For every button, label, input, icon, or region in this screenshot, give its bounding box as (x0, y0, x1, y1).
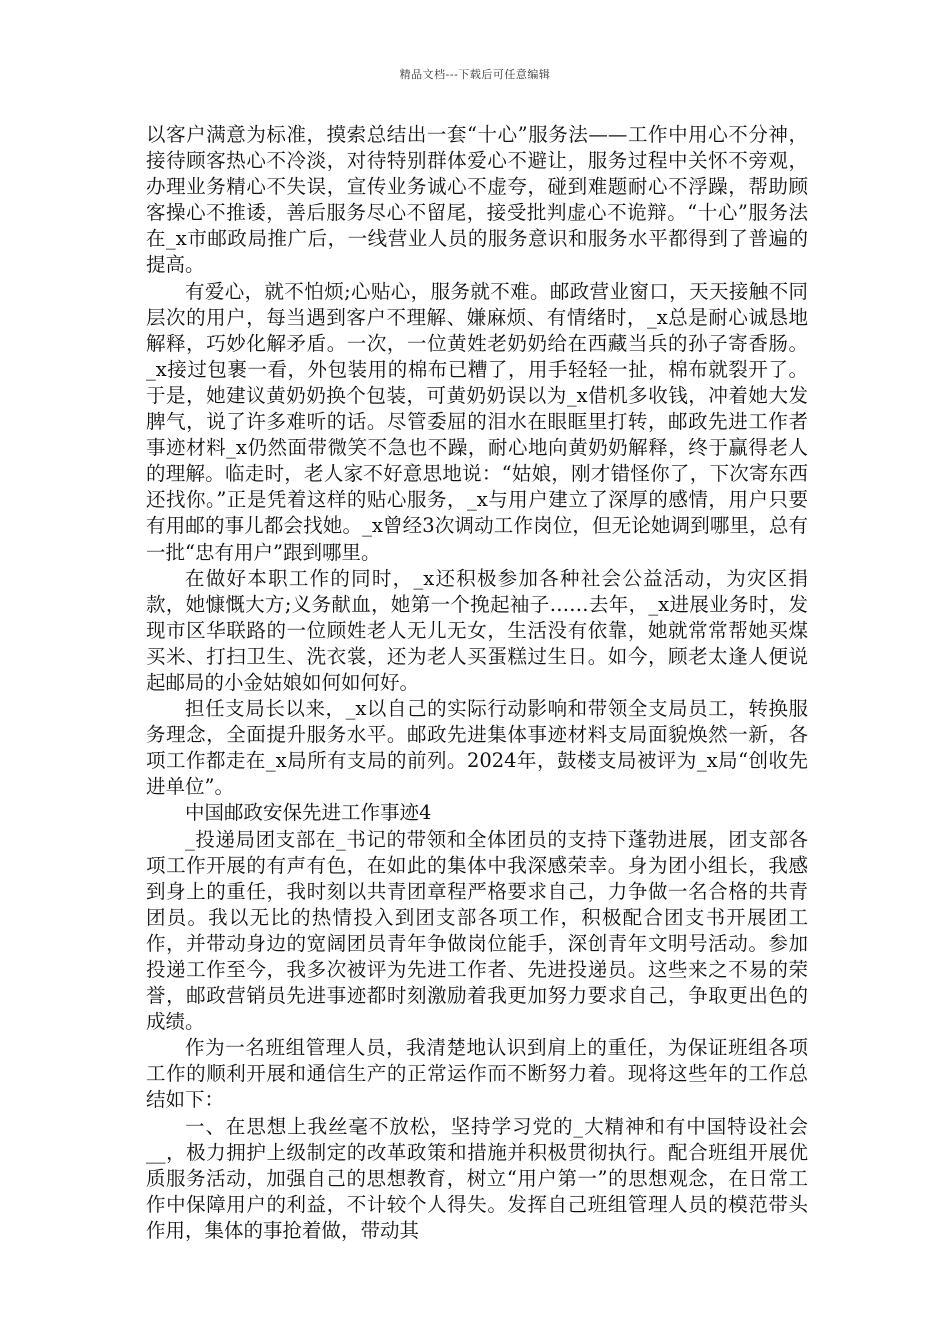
paragraph: 有爱心，就不怕烦;心贴心，服务就不难。邮政营业窗口，天天接触不同层次的用户，每当遇到客户不理解、嫌麻烦、有情绪时，_x总是耐心诚恳地解释，巧妙化解矛盾。一次，一位黄姓老奶奶给在西藏当兵的孙子寄香肠。_x接过包裹一看，外包装用的棉布已糟了，用手轻轻一扯，棉布就裂开了。于是，她建议黄奶奶换个包装，可黄奶奶误以为_x借机多收钱，冲着她大发脾气，说了许多难听的话。尽管委屈的泪水在眼眶里打转，邮政先进工作者事迹材料_x仍然面带微笑不急也不躁，耐心地向黄奶奶解释，终于赢得老人的理解。临走时，老人家不好意思地说：“姑娘，刚才错怪你了，下次寄东西还找你。”正是凭着这样的贴心服务，_x与用户建立了深厚的感情，用户只要有用邮的事儿都会找她。_x曾经3次调动工作岗位，但无论她调到哪里，总有一批“忠有用户”跟到哪里。 (146, 279, 808, 564)
section-heading: 中国邮政安保先进工作事迹4 (185, 801, 432, 825)
document-body (146, 122, 808, 1244)
paragraph: 作为一名班组管理人员，我清楚地认识到肩上的重任，为保证班组各项工作的顺利开展和通信生产的正常运作而不断努力着。现将这些年的工作总结如下： (146, 1036, 808, 1112)
paragraph: 担任支局长以来，_x以自己的实际行动影响和带领全支局员工，转换服务理念，全面提升服务水平。邮政先进集体事迹材料支局面貌焕然一新，各项工作都走在_x局所有支局的前列。2024年，鼓楼支局被评为_x局“创收先进单位”。 (146, 697, 808, 799)
paragraph: 在做好本职工作的同时，_x还积极参加各种社会公益活动，为灾区捐款，她慷慨大方;义务献血，她第一个挽起袖子……去年，_x进展业务时，发现市区华联路的一位顾姓老人无儿无女，生活没有依靠，她就常常帮她买煤买米、打扫卫生、洗衣裳，还为老人买蛋糕过生日。如今，顾老太逢人便说起邮局的小金姑娘如何如何好。 (146, 566, 808, 694)
page-header: 精品文档---下载后可任意编辑 (399, 68, 551, 81)
paragraph: 以客户满意为标准，摸索总结出一套“十心”服务法——工作中用心不分神，接待顾客热心不冷淡，对待特别群体爱心不避让，服务过程中关怀不旁观，办理业务精心不失误，宣传业务诚心不虚夸，碰到难题耐心不浮躁，帮助顾客操心不推诿，善后服务尽心不留尾，接受批判虚心不诡辩。“十心”服务法在_x市邮政局推广后，一线营业人员的服务意识和服务水平都得到了普遍的提高。 (146, 123, 808, 277)
paragraph: 一、在思想上我丝毫不放松，坚持学习党的_大精神和有中国特设社会__，极力拥护上级制定的改革政策和措施并积极贯彻执行。配合班组开展优质服务活动，加强自己的思想教育，树立“用户第一”的思想观念，在日常工作中保障用户的利益，不计较个人得失。发挥自己班组管理人员的模范带头作用，集体的事抢着做，带动其 (146, 1114, 808, 1242)
paragraph: _投递局团支部在_书记的带领和全体团员的支持下蓬勃进展，团支部各项工作开展的有声有色，在如此的集体中我深感荣幸。身为团小组长，我感到身上的重任，我时刻以共青团章程严格要求自己，力争做一名合格的共青团员。我以无比的热情投入到团支部各项工作，积极配合团支书开展团工作，并带动身边的宽阔团员青年争做岗位能手，深创青年文明号活动。参加投递工作至今，我多次被评为先进工作者、先进投递员。这些来之不易的荣誉，邮政营销员先进事迹都时刻激励着我更加努力要求自己，争取更出色的成绩。 (146, 827, 808, 1034)
